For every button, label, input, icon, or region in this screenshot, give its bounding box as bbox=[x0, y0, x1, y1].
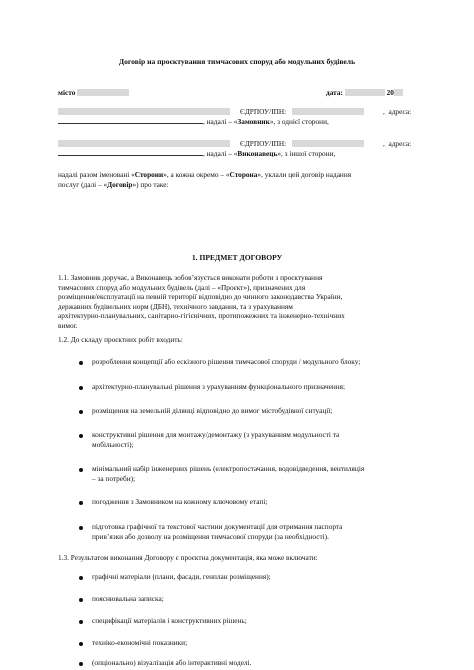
date-field[interactable] bbox=[345, 89, 385, 96]
bullet-icon bbox=[79, 501, 83, 505]
bullet-icon bbox=[79, 526, 83, 530]
date-year: 20 bbox=[386, 88, 394, 97]
city-field[interactable] bbox=[77, 89, 129, 96]
bullet-icon bbox=[79, 386, 83, 390]
contractor-line-1 bbox=[58, 139, 230, 149]
customer-address-field[interactable] bbox=[58, 117, 203, 124]
list-item: техніко-економічні показники; bbox=[92, 638, 188, 647]
bullet-icon bbox=[79, 662, 83, 666]
date-line bbox=[326, 88, 403, 98]
year-field[interactable] bbox=[394, 89, 403, 96]
bullet-icon bbox=[79, 598, 83, 602]
list-item: специфікації матеріалів і конструктивних рішень; bbox=[92, 616, 247, 625]
list-item: архітектурно-планувальні рішення з урахуванням функціонального призначення; bbox=[92, 382, 346, 391]
parties-intro-line-1: надалі разом іменовані «Сторони», а кожна окремо – «Сторона», уклали цей договір надання bbox=[58, 170, 352, 179]
customer-address-label: , адреса: bbox=[383, 107, 412, 116]
contractor-code-field[interactable] bbox=[292, 140, 364, 147]
contractor-name-field[interactable] bbox=[58, 140, 230, 147]
bullet-icon bbox=[79, 361, 83, 365]
list-item: пояснювальна записка; bbox=[92, 594, 164, 603]
bullet-icon bbox=[79, 468, 83, 472]
city-label: місто bbox=[58, 88, 76, 97]
clause-1-3: 1.3. Результатом виконання Договору є проєктна документація, яка може включати: bbox=[58, 553, 318, 562]
customer-code bbox=[240, 107, 364, 117]
section-heading: 1. ПРЕДМЕТ ДОГОВОРУ bbox=[191, 253, 283, 262]
bullet-icon bbox=[79, 642, 83, 646]
customer-role: Замовник bbox=[237, 117, 270, 126]
list-item: розроблення концепції або ескізного рішення тимчасової споруди / модульного блоку; bbox=[92, 357, 361, 366]
customer-line-2: , надалі – «Замовник», з однієї сторони, bbox=[58, 117, 329, 127]
contractor-address-field[interactable] bbox=[58, 149, 203, 156]
bullet-icon bbox=[79, 434, 83, 438]
list-item: розміщення на земельній ділянці відповідно до вимог містобудівної ситуації; bbox=[92, 406, 333, 415]
city-line bbox=[58, 88, 129, 98]
document-title: Договір на проєктування тимчасових споруд або модульних будівель bbox=[118, 57, 356, 66]
contractor-address-label: , адреса: bbox=[383, 139, 412, 148]
customer-code-label: ЄДРПОУ/ІПН: bbox=[240, 107, 287, 116]
list-item: конструктивні рішення для монтажу/демонтажу (з урахуванням модульності та мобільності); bbox=[92, 430, 340, 449]
customer-name-field[interactable] bbox=[58, 108, 230, 115]
customer-code-field[interactable] bbox=[292, 108, 364, 115]
bullet-icon bbox=[79, 620, 83, 624]
list-item: мінімальний набір інженерних рішень (електропостачання, водовідведення, вентиляція – за потреби); bbox=[92, 464, 365, 483]
contractor-code bbox=[240, 139, 364, 149]
list-item: погодження з Замовником на кожному ключовому етапі; bbox=[92, 497, 268, 506]
list-item: підготовка графічної та текстової частини документації для отримання паспорта прив’язки або дозволу на розміщення тимчасової споруди (за необхідності). bbox=[92, 522, 343, 541]
bullet-icon bbox=[79, 410, 83, 414]
bullet-icon bbox=[79, 576, 83, 580]
clause-1-1: 1.1. Замовник доручає, а Виконавець зобов’язується виконати роботи з проєктування тимчасових споруд або модульних будівель (далі – «Проєкт»), призначених для розміщення/експлуатації на певній території відповідно до чинного законодавства України, державних будівельних норм (ДБН), технічного завдання, та з урахуванням архітектурно-планувальних, санітарно-гігієнічних, протипожежних та інженерно-технічних вимог. bbox=[58, 273, 345, 330]
parties-intro-line-2: послуг (далі – «Договір») про таке: bbox=[58, 180, 169, 189]
clause-1-2: 1.2. До складу проєктних робіт входить: bbox=[58, 335, 183, 344]
list-item: графічні матеріали (плани, фасади, генплан розміщення); bbox=[92, 572, 271, 581]
customer-line-1 bbox=[58, 107, 230, 117]
date-label: дата: bbox=[326, 88, 343, 97]
contractor-role: Виконавець bbox=[237, 149, 278, 158]
contractor-line-2: , надалі – «Виконавець», з іншої сторони, bbox=[58, 149, 335, 159]
list-item: (опціонально) візуалізація або інтерактивні моделі. bbox=[92, 658, 252, 667]
contractor-code-label: ЄДРПОУ/ІПН: bbox=[240, 139, 287, 148]
